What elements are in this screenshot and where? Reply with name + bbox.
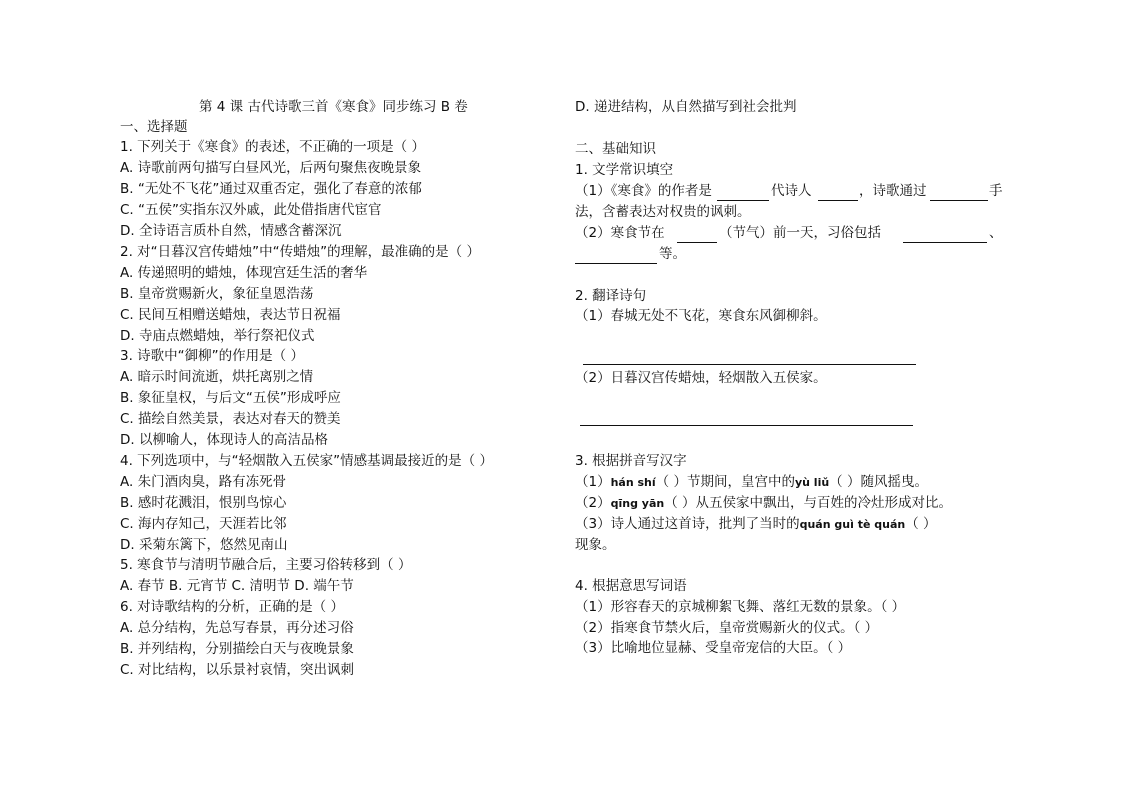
pinyin-qingyan: qīng yān: [610, 497, 665, 510]
blank-author-dynasty[interactable]: [717, 199, 769, 201]
idiom-line-3: （3）比喻地位显赫、受皇帝宠信的大臣。（ ）: [575, 640, 852, 656]
q3-option-d: D. 以柳喻人，体现诗人的高洁品格: [120, 432, 328, 448]
question-6: 6. 对诗歌结构的分析，正确的是（ ）: [120, 599, 344, 615]
q4-option-b: B. 感时花溅泪，恨别鸟惊心: [120, 495, 287, 511]
q6-option-b: B. 并列结构，分别描绘白天与夜晚景象: [120, 641, 354, 657]
q2-option-d: D. 寺庙点燃蜡烛，举行祭祀仪式: [120, 328, 315, 344]
pinyin-line-1-end: （ ）随风摇曳。: [829, 474, 928, 490]
translate-line-2: （2）日暮汉宫传蜡烛，轻烟散入五侯家。: [575, 370, 827, 386]
q4-option-c: C. 海内存知己，天涯若比邻: [120, 516, 287, 532]
basics-q1-line2: 法，含蓄表达对权贵的讽刺。: [575, 204, 751, 220]
basics-q1-line4: 等。: [659, 246, 686, 262]
pinyin-line-3-prefix: （3）诗人通过这首诗，批判了当时的: [575, 516, 800, 532]
pinyin-line-2-end: （ ）从五侯家中飘出，与百姓的冷灶形成对比。: [664, 495, 952, 511]
pinyin-yuliu: yù liǔ: [794, 476, 830, 489]
q2-option-c: C. 民间互相赠送蜡烛，表达节日祝福: [120, 307, 341, 323]
idiom-line-2: （2）指寒食节禁火后，皇帝赏赐新火的仪式。（ ）: [575, 620, 879, 636]
section-heading-basics: 二、基础知识: [575, 141, 656, 157]
pinyin-line-2-prefix: （2）: [575, 495, 611, 511]
question-4: 4. 下列选项中，与“轻烟散入五侯家”情感基调最接近的是（ ）: [120, 453, 493, 469]
question-1: 1. 下列关于《寒食》的表述，不正确的一项是（ ）: [120, 139, 425, 155]
idiom-line-1: （1）形容春天的京城柳絮飞舞、落红无数的景象。（ ）: [575, 599, 906, 615]
q5-options: A. 春节 B. 元宵节 C. 清明节 D. 端午节: [120, 578, 354, 594]
q2-option-a: A. 传递照明的蜡烛，体现宫廷生活的奢华: [120, 265, 368, 281]
basics-q1-line1-c: ，诗歌通过: [859, 183, 927, 199]
q4-option-d: D. 采菊东篱下，悠然见南山: [120, 537, 288, 553]
q1-option-d: D. 全诗语言质朴自然，情感含蓄深沉: [120, 223, 342, 239]
q2-option-b: B. 皇帝赏赐新火，象征皇恩浩荡: [120, 286, 314, 302]
blank-technique[interactable]: [930, 199, 988, 201]
basics-q1-heading: 1. 文学常识填空: [575, 162, 674, 178]
section-heading-choice: 一、选择题: [120, 119, 188, 135]
q3-option-b: B. 象征皇权，与后文“五侯”形成呼应: [120, 390, 341, 406]
pinyin-hanshi: hán shí: [610, 476, 656, 489]
q1-option-b: B. “无处不飞花”通过双重否定，强化了春意的浓郁: [120, 181, 422, 197]
blank-author-name[interactable]: [818, 199, 858, 201]
pinyin-line-2: [575, 493, 952, 514]
pinyin-line-1: [575, 472, 928, 493]
pinyin-quangui: quán guì tè quán: [799, 518, 906, 531]
q6-option-d: D. 递进结构，从自然描写到社会批判: [575, 99, 797, 115]
basics-q1-line3-c: 、: [989, 225, 1003, 241]
question-2: 2. 对“日暮汉宫传蜡烛”中“传蜡烛”的理解，最准确的是（ ）: [120, 244, 480, 260]
translate-line-1: （1）春城无处不飞花，寒食东风御柳斜。: [575, 308, 827, 324]
question-5: 5. 寒食节与清明节融合后，主要习俗转移到（ ）: [120, 557, 412, 573]
pinyin-line-3-end: （ ）: [905, 516, 937, 532]
q3-option-c: C. 描绘自然美景，表达对春天的赞美: [120, 411, 341, 427]
q6-option-c: C. 对比结构，以乐景衬哀情，突出讽刺: [120, 662, 355, 678]
basics-q2-heading: 2. 翻译诗句: [575, 288, 647, 304]
translation-answer-line-1[interactable]: [583, 363, 916, 365]
basics-q3-heading: 3. 根据拼音写汉字: [575, 453, 687, 469]
q1-option-a: A. 诗歌前两句描写白昼风光，后两句聚焦夜晚景象: [120, 160, 422, 176]
q6-option-a: A. 总分结构，先总写春景，再分述习俗: [120, 620, 354, 636]
pinyin-line-4: 现象。: [575, 537, 616, 553]
q4-option-a: A. 朱门酒肉臭，路有冻死骨: [120, 474, 287, 490]
blank-custom-2[interactable]: [575, 262, 657, 264]
blank-solar-term[interactable]: [677, 241, 717, 243]
basics-q1-line3-a: （2）寒食节在: [575, 225, 665, 241]
basics-q1-line3-b: （节气）前一天，习俗包括: [719, 225, 881, 241]
basics-q1-line1-d: 手: [989, 183, 1003, 199]
q3-option-a: A. 暗示时间流逝，烘托离别之情: [120, 369, 314, 385]
translation-answer-line-2[interactable]: [580, 424, 913, 426]
basics-q4-heading: 4. 根据意思写词语: [575, 578, 687, 594]
q1-option-c: C. “五侯”实指东汉外戚，此处借指唐代宦官: [120, 202, 382, 218]
basics-q1-line1-b: 代诗人: [771, 183, 812, 199]
pinyin-line-1-mid: （ ）节期间，皇宫中的: [655, 474, 795, 490]
blank-custom-1[interactable]: [903, 241, 987, 243]
pinyin-line-3: [575, 514, 937, 535]
pinyin-line-1-prefix: （1）: [575, 474, 611, 490]
basics-q1-line1-a: （1）《寒食》的作者是: [575, 183, 712, 199]
question-3: 3. 诗歌中“御柳”的作用是（ ）: [120, 348, 304, 364]
worksheet-title: 第 4 课 古代诗歌三首《寒食》同步练习 B 卷: [199, 99, 468, 115]
